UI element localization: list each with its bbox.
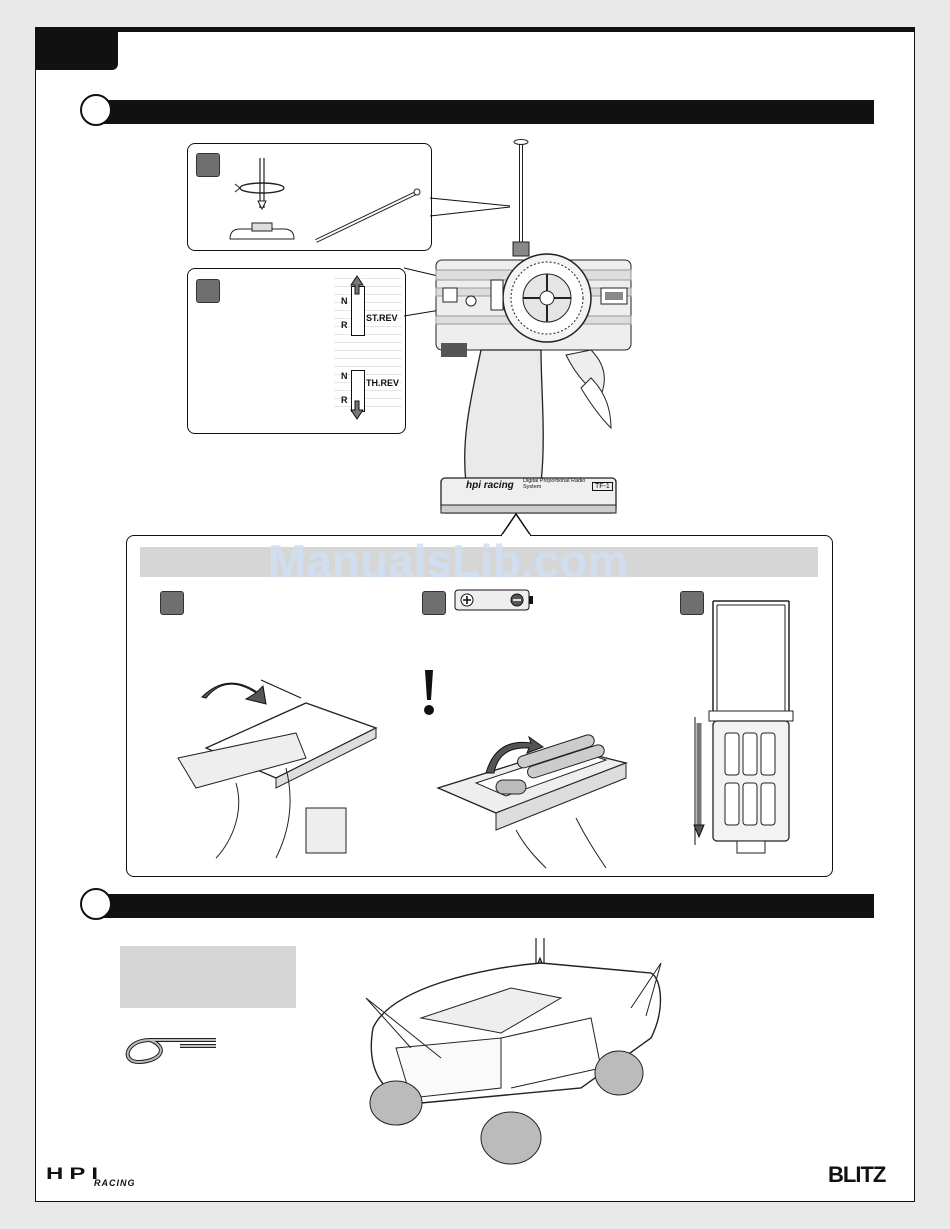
section-2-number-circle xyxy=(80,888,112,920)
battery-insert-illustration xyxy=(436,718,636,868)
antenna-screw-illustration xyxy=(226,153,426,248)
body-clip-note-box xyxy=(120,946,296,1008)
section-1-number-circle xyxy=(80,94,112,126)
th-rev-r-letter: R xyxy=(341,395,348,405)
battery-holder-illustration xyxy=(691,593,811,868)
step-icon-1 xyxy=(196,153,220,177)
st-rev-up-arrow-icon xyxy=(350,275,364,295)
step-icon-2 xyxy=(196,279,220,303)
hpi-logo-text: HPI xyxy=(46,1164,105,1184)
aa-battery-icon xyxy=(454,588,534,612)
section-2-bar xyxy=(98,894,874,918)
top-rule xyxy=(36,28,914,32)
transmitter-system-text: Digital Proportional Radio System xyxy=(523,478,586,490)
th-rev-label: TH.REV xyxy=(366,378,400,388)
th-rev-down-arrow-icon xyxy=(350,400,364,420)
st-rev-label: ST.REV xyxy=(366,313,398,323)
blitz-logo-text: BLITZ xyxy=(828,1162,886,1187)
transmitter-illustration xyxy=(431,138,651,518)
hpi-racing-logo-text: RACING xyxy=(94,1178,136,1188)
st-rev-r-letter: R xyxy=(341,320,348,330)
th-rev-n-letter: N xyxy=(341,371,348,381)
transmitter-model: TF-1 xyxy=(592,482,613,491)
caution-icon xyxy=(419,668,439,718)
section-1-bar xyxy=(98,100,874,124)
st-rev-n-letter: N xyxy=(341,296,348,306)
step-icon-b xyxy=(422,591,446,615)
transmitter-brand: hpi racing xyxy=(466,480,514,491)
page-number-tab xyxy=(36,28,118,70)
switch-plate xyxy=(334,271,402,411)
manual-page xyxy=(35,27,915,1202)
manualslib-watermark: ManualsLib.com xyxy=(268,535,629,587)
battery-cover-removal-illustration xyxy=(176,658,386,858)
step-icon-a xyxy=(160,591,184,615)
body-clip-icon xyxy=(120,1028,220,1068)
truck-body-illustration xyxy=(361,938,661,1178)
